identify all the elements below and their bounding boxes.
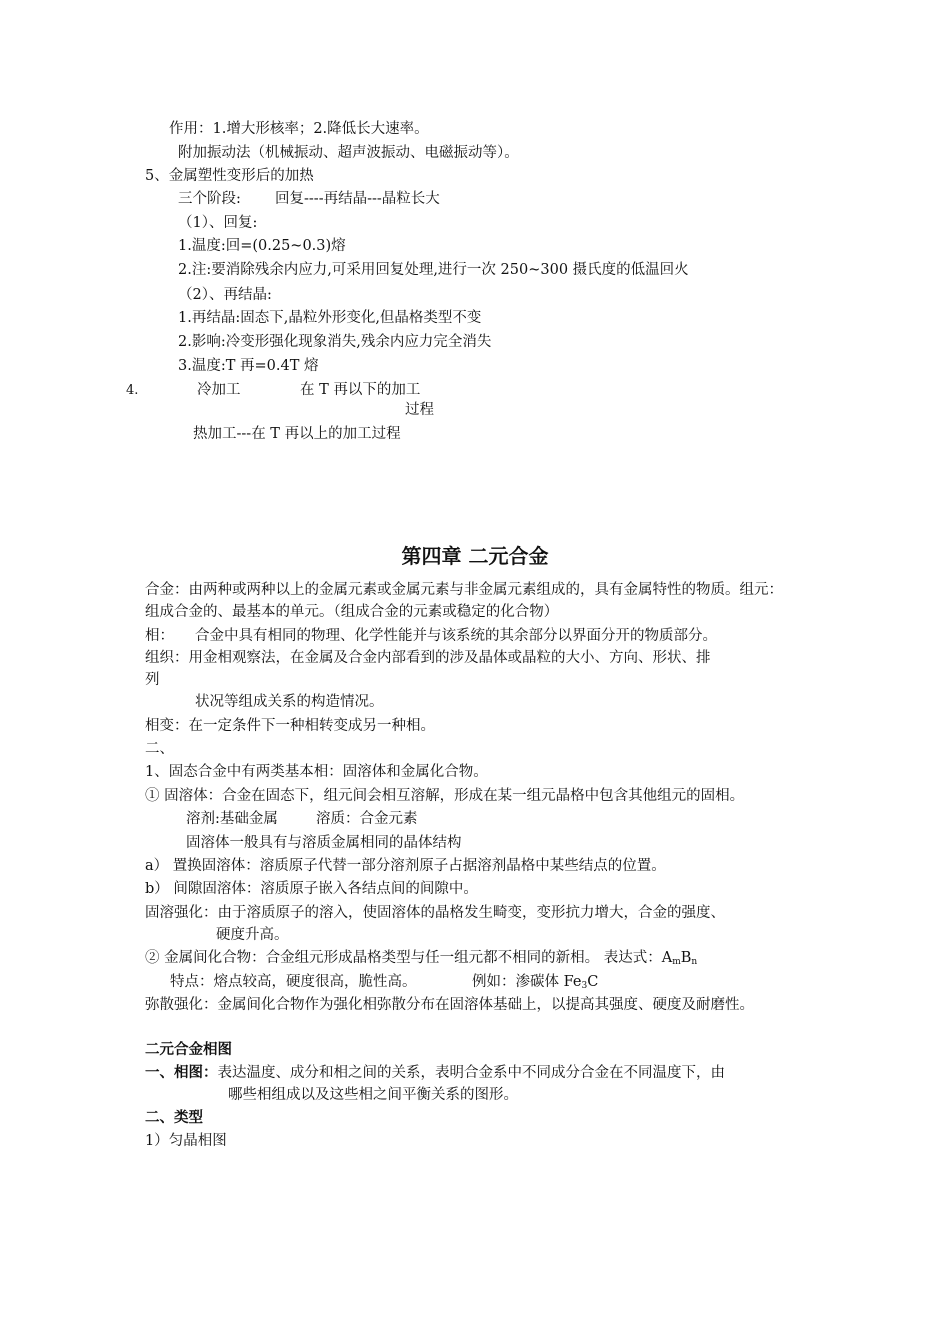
text-line: 热加工---在 T 再以上的加工过程 — [193, 426, 401, 442]
text-line: 1.温度:回=(0.25~0.3)熔 — [178, 238, 346, 254]
paragraph-text: ② 金属间化合物：合金组元形成晶格类型与任一组元都不相同的新相。 表达式： — [145, 950, 662, 966]
paragraph-line: 硬度升高。 — [216, 927, 289, 943]
paragraph-line: 组织：用金相观察法，在金属及合金内部看到的涉及晶体或晶粒的大小、方向、形状、排 — [145, 650, 711, 666]
paragraph-line: 固溶体一般具有与溶质金属相同的晶体结构 — [186, 835, 462, 851]
text-line: 作用：1.增大形核率；2.降低长大速率。 — [169, 121, 429, 137]
text-line: 附加振动法（机械振动、超声波振动、电磁振动等）。 — [178, 145, 519, 161]
text-line: 5、金属塑性变形后的加热 — [145, 168, 314, 184]
paragraph-line: 列 — [145, 672, 160, 688]
text-line: 过程 — [405, 402, 434, 418]
paragraph-line: 合金：由两种或两种以上的金属元素或金属元素与非金属元素组成的，具有金属特性的物质。组元： — [145, 582, 783, 598]
paragraph-line: 哪些相组成以及这些相之间平衡关系的图形。 — [228, 1087, 518, 1103]
paragraph-line: a） 置换固溶体：溶质原子代替一部分溶剂原子占据溶剂晶格中某些结点的位置。 — [145, 858, 666, 874]
paragraph-line: 1）匀晶相图 — [145, 1133, 227, 1149]
paragraph-line: 1、固态合金中有两类基本相：固溶体和金属化合物。 — [145, 764, 488, 780]
paragraph-line: 相变：在一定条件下一种相转变成另一种相。 — [145, 718, 435, 734]
paragraph-line: 溶质：合金元素 — [316, 811, 418, 827]
text-line: 回复----再结晶---晶粒长大 — [275, 191, 440, 207]
paragraph-line: 状况等组成关系的构造情况。 — [195, 694, 384, 710]
paragraph-line: 合金中具有相同的物理、化学性能并与该系统的其余部分以界面分开的物质部分。 — [195, 628, 717, 644]
chapter-title: 第四章 二元合金 — [401, 544, 549, 568]
term-label: 一、相图： — [145, 1064, 218, 1081]
paragraph-text: 例如：渗碳体 — [472, 974, 559, 990]
list-number: 4. — [126, 383, 139, 398]
formula-ambn: $A_mB_n$ — [661, 950, 698, 967]
paragraph-line: 溶剂:基础金属 — [186, 811, 278, 827]
section-heading: 二元合金相图 — [145, 1041, 232, 1058]
paragraph-line: 特点：熔点较高，硬度很高，脆性高。 — [170, 974, 417, 990]
paragraph-line — [145, 948, 697, 972]
text-line: 三个阶段: — [178, 191, 241, 207]
paragraph-line: ① 固溶体：合金在固态下，组元间会相互溶解，形成在某一组元晶格中包含其他组元的固相。 — [145, 788, 745, 804]
paragraph-text: 表达温度、成分和相之间的关系，表明合金系中不同成分合金在不同温度下，由 — [217, 1065, 725, 1081]
text-line: 1.再结晶:固态下,晶粒外形变化,但晶格类型不变 — [178, 310, 482, 326]
text-line: 2.注:要消除残余内应力,可采用回复处理,进行一次 250~300 摄氏度的低温回火 — [178, 262, 689, 278]
paragraph-line — [145, 1063, 725, 1083]
text-line: 在 T 再以下的加工 — [300, 382, 421, 398]
text-line: 2.影响:冷变形强化现象消失,残余内应力完全消失 — [178, 334, 492, 350]
formula-fe3c: $Fe_3C$ — [563, 974, 599, 991]
paragraph-line: b） 间隙固溶体：溶质原子嵌入各结点间的间隙中。 — [145, 881, 478, 897]
subheading: 二、类型 — [145, 1109, 203, 1126]
paragraph-line: 二、 — [145, 741, 174, 757]
paragraph-line — [472, 972, 598, 996]
paragraph-line: 固溶强化：由于溶质原子的溶入，使固溶体的晶格发生畸变，变形抗力增大，合金的强度、 — [145, 905, 725, 921]
text-line: 冷加工 — [197, 382, 241, 398]
paragraph-line: 相： — [145, 628, 174, 644]
text-line: （1）、回复: — [178, 215, 258, 231]
text-line: （2）、再结晶: — [178, 287, 272, 303]
paragraph-line: 组成合金的、最基本的单元。（组成合金的元素或稳定的化合物） — [145, 604, 559, 620]
paragraph-line: 弥散强化：金属间化合物作为强化相弥散分布在固溶体基础上，以提高其强度、硬度及耐磨性。 — [145, 997, 754, 1013]
text-line: 3.温度:T 再=0.4T 熔 — [178, 358, 319, 374]
